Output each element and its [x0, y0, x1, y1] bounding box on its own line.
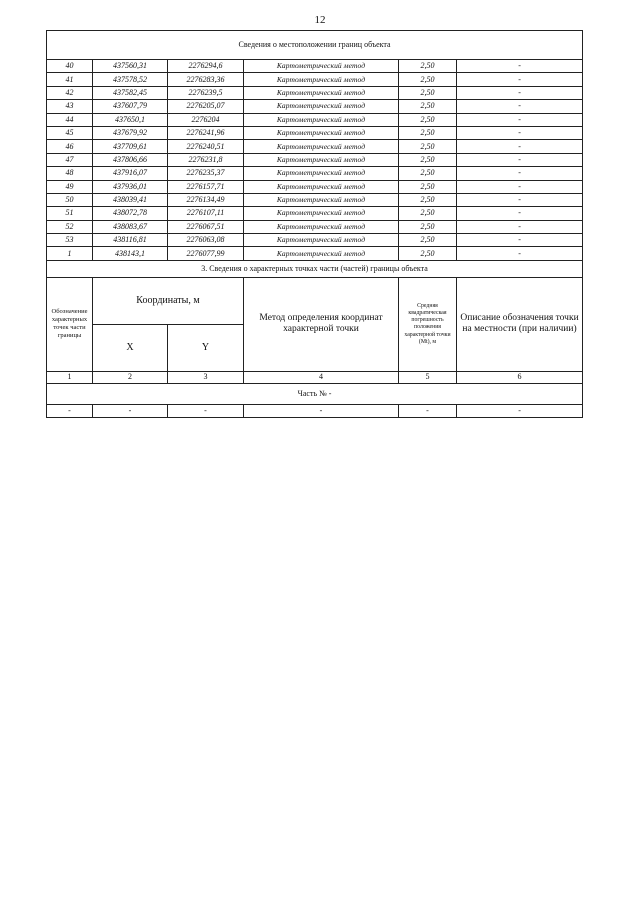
- description: -: [457, 234, 583, 247]
- method: Картометрический метод: [244, 113, 399, 126]
- header-accuracy: Средняя квадратическая погрешность положения характерной точки (Мt), м: [399, 277, 457, 371]
- description: -: [457, 60, 583, 73]
- col-number: 6: [457, 371, 583, 383]
- coord-y: 2276204: [168, 113, 244, 126]
- point-number: 49: [47, 180, 93, 193]
- coord-x: 437936,01: [93, 180, 168, 193]
- description: -: [457, 100, 583, 113]
- coord-y: 2276067,51: [168, 220, 244, 233]
- table-row: [47, 220, 583, 233]
- table-row: [47, 86, 583, 99]
- coord-x: 438116,81: [93, 234, 168, 247]
- description: -: [457, 113, 583, 126]
- col-number: 1: [47, 371, 93, 383]
- header-coordinates: Координаты, м: [93, 277, 244, 324]
- coord-x: 438083,67: [93, 220, 168, 233]
- section3-title: 3. Сведения о характерных точках части (частей) границы объекта: [47, 260, 583, 277]
- method: Картометрический метод: [244, 153, 399, 166]
- method: Картометрический метод: [244, 247, 399, 260]
- coord-y: 2276294,6: [168, 60, 244, 73]
- accuracy: 2,50: [399, 100, 457, 113]
- table-row: [47, 100, 583, 113]
- empty-cell: -: [457, 404, 583, 417]
- point-number: 51: [47, 207, 93, 220]
- description: -: [457, 153, 583, 166]
- description: -: [457, 247, 583, 260]
- point-number: 47: [47, 153, 93, 166]
- point-number: 46: [47, 140, 93, 153]
- description: -: [457, 167, 583, 180]
- coord-x: 437582,45: [93, 86, 168, 99]
- description: -: [457, 207, 583, 220]
- table-row: [47, 247, 583, 260]
- table-row: [47, 234, 583, 247]
- point-number: 42: [47, 86, 93, 99]
- method: Картометрический метод: [244, 220, 399, 233]
- table-row: [47, 153, 583, 166]
- point-number: 43: [47, 100, 93, 113]
- description: -: [457, 126, 583, 139]
- header-method: Метод определения координат характерной точки: [244, 277, 399, 371]
- coord-y: 2276063,08: [168, 234, 244, 247]
- coord-y: 2276241,96: [168, 126, 244, 139]
- header-x: X: [93, 324, 168, 371]
- coord-y: 2276283,36: [168, 73, 244, 86]
- accuracy: 2,50: [399, 193, 457, 206]
- coord-y: 2276205,07: [168, 100, 244, 113]
- empty-cell: -: [399, 404, 457, 417]
- empty-cell: -: [93, 404, 168, 417]
- accuracy: 2,50: [399, 247, 457, 260]
- coord-x: 437607,79: [93, 100, 168, 113]
- table-row: [47, 140, 583, 153]
- table-row: [47, 113, 583, 126]
- method: Картометрический метод: [244, 126, 399, 139]
- page-number: 12: [314, 14, 326, 26]
- coord-y: 2276240,51: [168, 140, 244, 153]
- description: -: [457, 180, 583, 193]
- coord-x: 438039,41: [93, 193, 168, 206]
- point-number: 1: [47, 247, 93, 260]
- coord-y: 2276134,49: [168, 193, 244, 206]
- table-row: [47, 126, 583, 139]
- description: -: [457, 73, 583, 86]
- table-row: [47, 167, 583, 180]
- coord-y: 2276235,37: [168, 167, 244, 180]
- coord-x: 437560,31: [93, 60, 168, 73]
- point-number: 41: [47, 73, 93, 86]
- coord-x: 437709,61: [93, 140, 168, 153]
- table-row: [47, 60, 583, 73]
- coord-x: 437578,52: [93, 73, 168, 86]
- coord-x: 437650,1: [93, 113, 168, 126]
- header-y: Y: [168, 324, 244, 371]
- table-row: [47, 193, 583, 206]
- col-number: 2: [93, 371, 168, 383]
- accuracy: 2,50: [399, 126, 457, 139]
- point-number: 50: [47, 193, 93, 206]
- accuracy: 2,50: [399, 73, 457, 86]
- method: Картометрический метод: [244, 167, 399, 180]
- empty-cell: -: [47, 404, 93, 417]
- description: -: [457, 86, 583, 99]
- coord-y: 2276157,71: [168, 180, 244, 193]
- header-description: Описание обозначения точки на местности (при наличии): [457, 277, 583, 371]
- method: Картометрический метод: [244, 86, 399, 99]
- accuracy: 2,50: [399, 220, 457, 233]
- column-numbers-row: [47, 371, 583, 383]
- empty-cell: -: [244, 404, 399, 417]
- coord-x: 437806,66: [93, 153, 168, 166]
- coord-x: 437916,07: [93, 167, 168, 180]
- coord-y: 2276231,8: [168, 153, 244, 166]
- section-title-row: [47, 31, 583, 60]
- accuracy: 2,50: [399, 86, 457, 99]
- accuracy: 2,50: [399, 60, 457, 73]
- col-number: 3: [168, 371, 244, 383]
- method: Картометрический метод: [244, 100, 399, 113]
- coord-x: 438072,78: [93, 207, 168, 220]
- accuracy: 2,50: [399, 113, 457, 126]
- accuracy: 2,50: [399, 207, 457, 220]
- part-row: [47, 383, 583, 404]
- boundary-table: [46, 30, 583, 418]
- accuracy: 2,50: [399, 140, 457, 153]
- section3-row: [47, 260, 583, 277]
- method: Картометрический метод: [244, 193, 399, 206]
- header-point: Обозначение характерных точек части границы: [47, 277, 93, 371]
- point-number: 53: [47, 234, 93, 247]
- coord-x: 437679,92: [93, 126, 168, 139]
- coord-x: 438143,1: [93, 247, 168, 260]
- description: -: [457, 140, 583, 153]
- accuracy: 2,50: [399, 234, 457, 247]
- accuracy: 2,50: [399, 153, 457, 166]
- point-number: 52: [47, 220, 93, 233]
- point-number: 45: [47, 126, 93, 139]
- coord-y: 2276239,5: [168, 86, 244, 99]
- part-label: Часть № -: [47, 383, 583, 404]
- col-number: 4: [244, 371, 399, 383]
- method: Картометрический метод: [244, 60, 399, 73]
- empty-cell: -: [168, 404, 244, 417]
- point-number: 48: [47, 167, 93, 180]
- empty-row: [47, 404, 583, 417]
- accuracy: 2,50: [399, 167, 457, 180]
- description: -: [457, 220, 583, 233]
- method: Картометрический метод: [244, 73, 399, 86]
- header-row-1: [47, 277, 583, 324]
- table-row: [47, 207, 583, 220]
- col-number: 5: [399, 371, 457, 383]
- method: Картометрический метод: [244, 207, 399, 220]
- method: Картометрический метод: [244, 180, 399, 193]
- method: Картометрический метод: [244, 140, 399, 153]
- accuracy: 2,50: [399, 180, 457, 193]
- point-number: 44: [47, 113, 93, 126]
- table-row: [47, 180, 583, 193]
- section-title: Сведения о местоположении границ объекта: [47, 31, 583, 60]
- coord-y: 2276077,99: [168, 247, 244, 260]
- description: -: [457, 193, 583, 206]
- coord-y: 2276107,11: [168, 207, 244, 220]
- point-number: 40: [47, 60, 93, 73]
- method: Картометрический метод: [244, 234, 399, 247]
- table-row: [47, 73, 583, 86]
